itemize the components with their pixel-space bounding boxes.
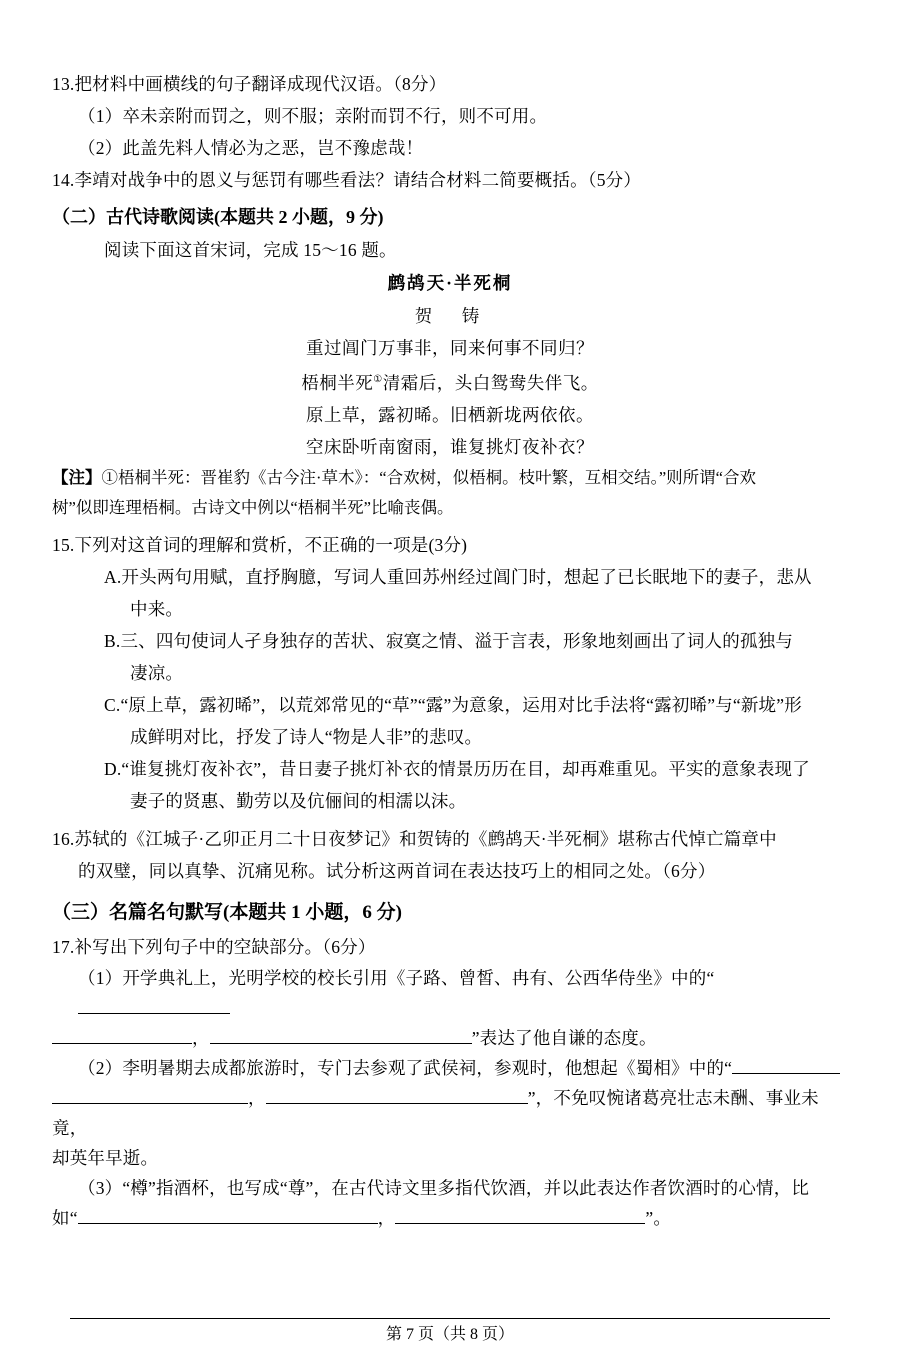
fill-blank-2b[interactable] (52, 1085, 248, 1104)
note-label: 【注】 (52, 467, 102, 487)
poem-line-4: 空床卧听南窗雨，谁复挑灯夜补衣？ (306, 436, 594, 457)
question-13-stem: 13.把材料中画横线的句子翻译成现代汉语。（8分） (52, 74, 447, 94)
question-15-option-c (52, 689, 848, 753)
fill-blank-3a[interactable] (78, 1205, 378, 1224)
q17-item3-comma: ， (377, 1207, 396, 1228)
section-part-three-heading: （三）名篇名句默写(本题共 1 小题，6 分) (52, 901, 402, 923)
fill-blank-2c[interactable] (266, 1085, 528, 1104)
question-15-stem: 15.下列对这首词的理解和赏析，不正确的一项是(3分) (52, 534, 468, 555)
question-17-item-2-line-2 (52, 1083, 848, 1143)
question-17-item-2-line-1 (52, 1053, 848, 1083)
poem-line-3: 原上草，露初晞。旧栖新垅两依依。 (306, 404, 594, 425)
q17-item1-tail: ”表达了他自谦的态度。 (471, 1027, 657, 1048)
q17-item2-text: （2）李明暑期去成都旅游时，专门去参观了武侯祠，参观时，他想起《蜀相》中的“ (78, 1057, 733, 1078)
question-13-item-2: （2）此盖先料人情必为之恶，岂不豫虑哉！ (78, 138, 424, 158)
poem-note-line-2: 树”似即连理梧桐。古诗文中例以“梧桐半死”比喻丧偶。 (52, 497, 454, 517)
poem-author: 贺 铸 (414, 306, 486, 326)
q17-item2-tail: ”，不免叹惋诸葛亮壮志未酬、事业未竟， (52, 1087, 819, 1138)
q17-item2-comma: ， (248, 1087, 266, 1108)
q17-item3-tail: ”。 (645, 1207, 672, 1228)
note-text-1: 梧桐半死：晋崔豹《古今注·草木》：“合欢树，似梧桐。枝叶繁，互相交结。”则所谓“合欢 (118, 467, 756, 487)
poem-line-2 (52, 364, 848, 399)
option-a-cont: 中来。 (130, 598, 184, 619)
fill-blank-1b[interactable] (52, 1025, 192, 1044)
question-17-stem: 17.补写出下列句子中的空缺部分。（6分） (52, 936, 376, 957)
option-d-label: D. (104, 758, 122, 779)
poem-line-2-text: 梧桐半死①清霜后，头白鸳鸯失伴飞。 (301, 372, 599, 393)
question-17-item-2-line-3: 却英年早逝。 (52, 1147, 159, 1168)
option-b-text: 三、四句使词人孑身独存的苦状、寂寞之情、溢于言表，形象地刻画出了词人的孤独与 (120, 630, 794, 651)
option-d-text: “谁复挑灯夜补衣”，昔日妻子挑灯补衣的情景历历在目，却再难重见。平实的意象表现了 (121, 758, 810, 779)
page-number: 第 7 页（共 8 页） (385, 1326, 514, 1343)
question-15-option-a (52, 561, 848, 625)
option-b-label: B. (104, 630, 121, 651)
fill-blank-1a[interactable] (78, 995, 230, 1014)
option-a-text: 开头两句用赋，直抒胸臆，写词人重回苏州经过阊门时，想起了已长眠地下的妻子，悲从 (121, 566, 812, 587)
question-15-option-d (52, 753, 848, 817)
option-b-cont: 凄凉。 (130, 662, 184, 683)
footer-divider (70, 1318, 830, 1319)
poem-title: 鹧鸪天·半死桐 (387, 273, 513, 293)
question-13-item-1: （1）卒未亲附而罚之，则不服；亲附而罚不行，则不可用。 (78, 106, 548, 126)
question-17-item-1-line-1 (52, 963, 848, 1023)
section-part-two-lead: 阅读下面这首宋词，完成 15～16 题。 (104, 240, 397, 260)
fill-blank-1c[interactable] (210, 1025, 472, 1044)
question-15-option-b (52, 625, 848, 689)
note-mark: ① (101, 467, 118, 487)
option-a-label: A. (104, 566, 122, 587)
option-c-label: C. (104, 694, 121, 715)
question-14-stem: 14.李靖对战争中的恩义与惩罚有哪些看法？请结合材料二简要概括。（5分） (52, 170, 642, 190)
section-part-two-heading: （二）古代诗歌阅读(本题共 2 小题，9 分) (52, 207, 384, 227)
option-c-cont: 成鲜明对比，抒发了诗人“物是人非”的悲叹。 (130, 726, 483, 747)
question-16-line-1: 16.苏轼的《江城子·乙卯正月二十日夜梦记》和贺铸的《鹧鸪天·半死桐》堪称古代悼亡篇章中 (52, 828, 777, 849)
fill-blank-3b[interactable] (395, 1205, 645, 1224)
question-16-line-2: 的双璧，同以真挚、沉痛见称。试分析这两首词在表达技巧上的相同之处。（6分） (78, 860, 716, 881)
page-footer (0, 1318, 900, 1344)
poem-line-1: 重过阊门万事非，同来何事不同归？ (306, 338, 594, 358)
option-d-cont: 妻子的贤惠、勤劳以及伉俪间的相濡以沫。 (130, 790, 467, 811)
q17-item1-comma: ， (192, 1027, 210, 1048)
question-17-item-3-line-2 (52, 1203, 848, 1233)
option-c-text: “原上草，露初晞”，以荒郊常见的“草”“露”为意象，运用对比手法将“露初晞”与“新垅”形 (120, 694, 802, 715)
q17-item1-text: （1）开学典礼上，光明学校的校长引用《子路、曾皙、冉有、公西华侍坐》中的“ (78, 967, 715, 988)
fill-blank-2a[interactable] (732, 1055, 840, 1074)
question-17-item-3-line-1: （3）“樽”指酒杯，也写成“尊”，在古代诗文里多指代饮酒，并以此表达作者饮酒时的心情，比 (78, 1177, 810, 1198)
q17-item3-head: 如“ (52, 1207, 78, 1228)
question-17-item-1-line-2 (52, 1023, 848, 1053)
poem-note-line-1 (52, 463, 848, 493)
